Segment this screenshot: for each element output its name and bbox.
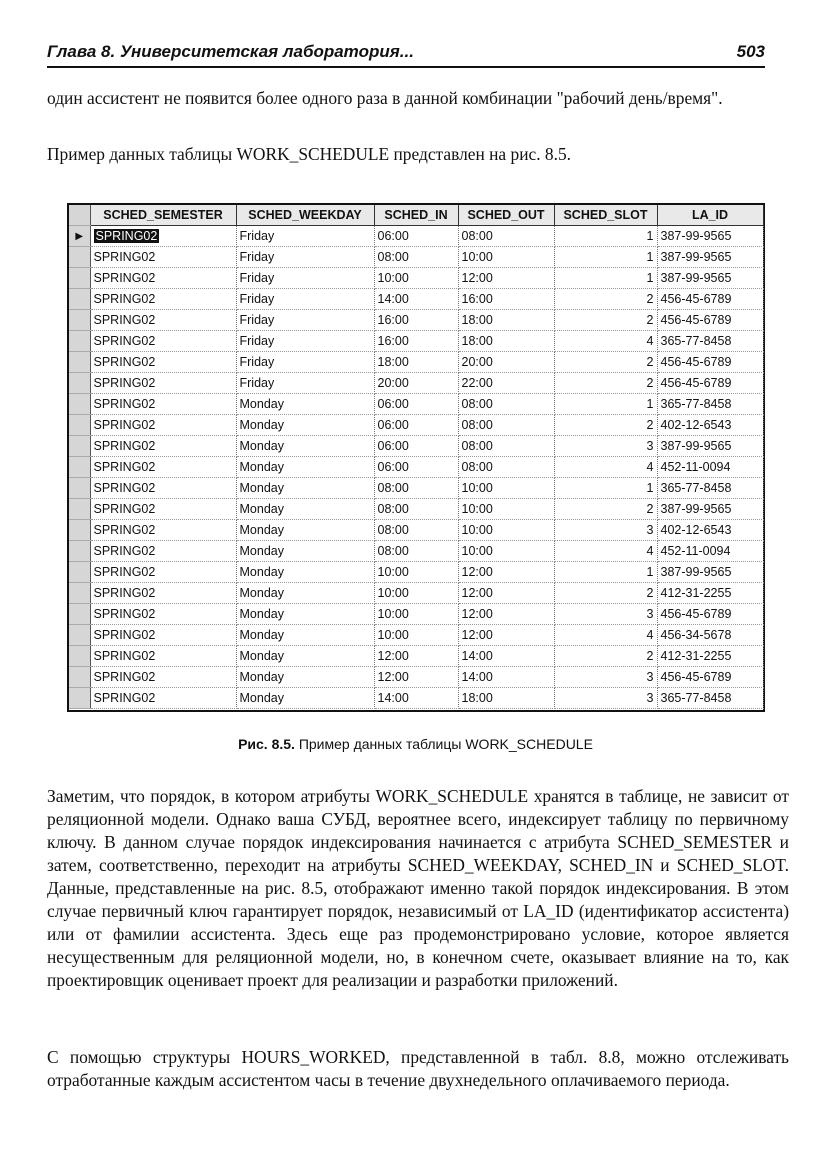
table-cell[interactable]: 1 xyxy=(554,478,657,499)
header-row xyxy=(69,205,763,226)
table-cell[interactable]: SPRING02 xyxy=(90,457,236,478)
table-cell[interactable]: Monday xyxy=(236,583,374,604)
table-cell[interactable]: 1 xyxy=(554,394,657,415)
row-selector[interactable] xyxy=(69,646,90,667)
table-cell[interactable]: 12:00 xyxy=(458,625,554,646)
focused-cell-value[interactable]: SPRING02 xyxy=(95,229,158,243)
table-cell[interactable]: 2 xyxy=(554,499,657,520)
table-cell[interactable]: 3 xyxy=(554,688,657,709)
table-cell[interactable]: SPRING02 xyxy=(90,688,236,709)
column-header[interactable]: SCHED_IN xyxy=(374,205,458,226)
table-cell[interactable]: Friday xyxy=(236,310,374,331)
table-cell[interactable]: 2 xyxy=(554,646,657,667)
column-header[interactable]: SCHED_OUT xyxy=(458,205,554,226)
table-cell[interactable]: Monday xyxy=(236,478,374,499)
table-cell[interactable]: 456-34-5678 xyxy=(657,625,763,646)
table-cell[interactable]: 08:00 xyxy=(374,520,458,541)
table-cell[interactable]: 10:00 xyxy=(374,268,458,289)
table-cell[interactable]: 1 xyxy=(554,247,657,268)
row-selector[interactable] xyxy=(69,394,90,415)
table-cell[interactable]: 1 xyxy=(554,268,657,289)
column-header[interactable]: SCHED_SEMESTER xyxy=(90,205,236,226)
table-cell[interactable]: 08:00 xyxy=(458,394,554,415)
table-cell[interactable]: 06:00 xyxy=(374,457,458,478)
table-cell[interactable]: 412-31-2255 xyxy=(657,646,763,667)
table-cell[interactable]: SPRING02 xyxy=(90,268,236,289)
table-cell[interactable]: SPRING02 xyxy=(90,499,236,520)
row-selector[interactable] xyxy=(69,289,90,310)
table-cell[interactable]: Monday xyxy=(236,520,374,541)
table-cell[interactable]: 456-45-6789 xyxy=(657,667,763,688)
table-cell[interactable]: 4 xyxy=(554,457,657,478)
table-cell[interactable]: Monday xyxy=(236,625,374,646)
table-cell[interactable]: 387-99-9565 xyxy=(657,226,763,247)
table-cell[interactable]: 3 xyxy=(554,604,657,625)
row-selector[interactable] xyxy=(69,331,90,352)
row-selector[interactable] xyxy=(69,310,90,331)
table-row[interactable] xyxy=(69,646,763,667)
table-cell[interactable]: 2 xyxy=(554,415,657,436)
table-cell[interactable]: 22:00 xyxy=(458,373,554,394)
table-cell[interactable]: Friday xyxy=(236,226,374,247)
table-cell[interactable]: 456-45-6789 xyxy=(657,373,763,394)
table-cell[interactable]: 08:00 xyxy=(458,436,554,457)
table-cell[interactable]: 12:00 xyxy=(458,604,554,625)
table-cell[interactable]: 2 xyxy=(554,352,657,373)
table-cell[interactable]: 10:00 xyxy=(458,478,554,499)
table-row[interactable] xyxy=(69,688,763,709)
table-cell[interactable]: Monday xyxy=(236,646,374,667)
column-header[interactable]: LA_ID xyxy=(657,205,763,226)
table-cell[interactable]: Friday xyxy=(236,373,374,394)
row-selector[interactable] xyxy=(69,583,90,604)
row-selector[interactable] xyxy=(69,247,90,268)
table-row[interactable] xyxy=(69,499,763,520)
table-cell[interactable]: SPRING02 xyxy=(90,289,236,310)
select-all-corner[interactable] xyxy=(69,205,90,226)
table-cell[interactable]: 3 xyxy=(554,520,657,541)
table-cell[interactable]: 387-99-9565 xyxy=(657,268,763,289)
figure-caption-text: Пример данных таблицы WORK_SCHEDULE xyxy=(298,736,593,752)
table-cell[interactable]: 2 xyxy=(554,310,657,331)
table-row[interactable] xyxy=(69,373,763,394)
table-cell[interactable]: SPRING02 xyxy=(90,562,236,583)
table-cell[interactable]: 14:00 xyxy=(374,688,458,709)
table-cell[interactable]: 2 xyxy=(554,289,657,310)
row-selector[interactable] xyxy=(69,688,90,709)
table-row[interactable] xyxy=(69,247,763,268)
table-cell[interactable]: Monday xyxy=(236,394,374,415)
table-cell[interactable]: 08:00 xyxy=(374,478,458,499)
table-cell[interactable]: 18:00 xyxy=(374,352,458,373)
table-cell[interactable]: SPRING02 xyxy=(90,436,236,457)
table-cell[interactable]: SPRING02 xyxy=(90,247,236,268)
table-cell[interactable]: 10:00 xyxy=(374,562,458,583)
table-cell[interactable]: Monday xyxy=(236,541,374,562)
table-cell[interactable]: 387-99-9565 xyxy=(657,436,763,457)
table-cell[interactable]: 14:00 xyxy=(458,646,554,667)
table-row[interactable] xyxy=(69,625,763,646)
table-cell[interactable]: 12:00 xyxy=(458,268,554,289)
table-cell[interactable]: 08:00 xyxy=(374,541,458,562)
table-cell[interactable]: 2 xyxy=(554,583,657,604)
table-cell[interactable]: 387-99-9565 xyxy=(657,562,763,583)
table-cell[interactable]: 456-45-6789 xyxy=(657,289,763,310)
table-cell[interactable]: 10:00 xyxy=(374,583,458,604)
table-cell[interactable]: 365-77-8458 xyxy=(657,394,763,415)
table-row[interactable] xyxy=(69,310,763,331)
table-row[interactable] xyxy=(69,604,763,625)
table-cell[interactable]: 456-45-6789 xyxy=(657,310,763,331)
table-row[interactable] xyxy=(69,520,763,541)
table-cell[interactable]: 08:00 xyxy=(374,247,458,268)
table-cell[interactable]: 402-12-6543 xyxy=(657,415,763,436)
table-cell[interactable]: 18:00 xyxy=(458,310,554,331)
table-cell[interactable]: Monday xyxy=(236,604,374,625)
row-selector[interactable] xyxy=(69,499,90,520)
paragraph-indexing: Заметим, что порядок, в котором атрибуты WORK_SCHEDULE хранятся в таблице, не зависит от реляционной модели. Однако ваша СУБД, вероятнее всего, индексирует таблицу по первичному ключу. В данном случае порядок индексирования начинается с атрибута SCHED_SEMESTER и затем, соответственно, переходит на атрибуты SCHED_WEEKDAY, SCHED_IN и SCHED_SLOT. Данные, представленные на рис. 8.5, отображают именно такой порядок индексирования. В этом случае первичный ключ гарантирует порядок, независимый от LA_ID (идентификатор ассистента) или от фамилии ассистента. Здесь еще раз продемонстрировано условие, которое является несущественным для реляционной модели, но, в конечном счете, оказывает влияние на то, как проектировщик оценивает проект для реализации и разработки приложений. xyxy=(47,786,789,990)
table-cell[interactable]: 08:00 xyxy=(374,499,458,520)
chapter-title: Глава 8. Университетская лаборатория... xyxy=(47,42,414,61)
table-cell[interactable]: SPRING02 xyxy=(90,646,236,667)
row-selector[interactable] xyxy=(69,625,90,646)
table-cell[interactable]: SPRING02 xyxy=(90,541,236,562)
table-cell[interactable]: Monday xyxy=(236,562,374,583)
table-cell[interactable]: 456-45-6789 xyxy=(657,352,763,373)
table-row[interactable] xyxy=(69,352,763,373)
paragraph-hours-worked: С помощью структуры HOURS_WORKED, представленной в табл. 8.8, можно отслеживать отработанные каждым ассистентом часы в течение двухнедельного оплачиваемого периода. xyxy=(47,1047,789,1090)
table-cell[interactable]: 18:00 xyxy=(458,331,554,352)
table-cell[interactable]: 16:00 xyxy=(458,289,554,310)
figure-label: Рис. 8.5. xyxy=(238,736,295,752)
table-row[interactable] xyxy=(69,394,763,415)
row-selector[interactable] xyxy=(69,415,90,436)
table-cell[interactable]: Monday xyxy=(236,457,374,478)
table-cell[interactable]: 4 xyxy=(554,541,657,562)
table-cell[interactable]: Friday xyxy=(236,289,374,310)
table-cell[interactable]: Monday xyxy=(236,415,374,436)
table-cell[interactable]: 3 xyxy=(554,667,657,688)
work-schedule-table xyxy=(69,205,764,709)
table-cell[interactable]: 412-31-2255 xyxy=(657,583,763,604)
table-cell[interactable]: 10:00 xyxy=(458,247,554,268)
table-row[interactable] xyxy=(69,226,763,247)
table-cell[interactable]: 18:00 xyxy=(458,688,554,709)
table-cell[interactable]: Monday xyxy=(236,499,374,520)
table-cell[interactable]: 365-77-8458 xyxy=(657,478,763,499)
table-cell[interactable]: Friday xyxy=(236,352,374,373)
row-selector[interactable] xyxy=(69,478,90,499)
table-cell[interactable]: 08:00 xyxy=(458,226,554,247)
table-cell[interactable]: 16:00 xyxy=(374,310,458,331)
table-cell[interactable]: Monday xyxy=(236,688,374,709)
row-selector[interactable]: ▶ xyxy=(69,226,90,247)
table-cell[interactable]: 10:00 xyxy=(458,541,554,562)
datasheet-grid xyxy=(67,203,765,712)
table-row[interactable] xyxy=(69,331,763,352)
row-selector[interactable] xyxy=(69,457,90,478)
table-row[interactable] xyxy=(69,415,763,436)
table-cell[interactable]: 4 xyxy=(554,625,657,646)
table-row[interactable] xyxy=(69,289,763,310)
table-row[interactable] xyxy=(69,562,763,583)
page-number: 503 xyxy=(736,42,765,61)
table-cell[interactable]: 06:00 xyxy=(374,415,458,436)
table-cell[interactable]: Monday xyxy=(236,436,374,457)
table-cell[interactable]: 387-99-9565 xyxy=(657,499,763,520)
table-cell[interactable]: 10:00 xyxy=(374,625,458,646)
table-cell[interactable]: 14:00 xyxy=(374,289,458,310)
paragraph-example-ref: Пример данных таблицы WORK_SCHEDULE представлен на рис. 8.5. xyxy=(47,144,571,164)
column-header[interactable]: SCHED_WEEKDAY xyxy=(236,205,374,226)
table-row[interactable] xyxy=(69,478,763,499)
table-cell[interactable]: SPRING02 xyxy=(90,604,236,625)
table-row[interactable] xyxy=(69,436,763,457)
table-cell[interactable]: SPRING02 xyxy=(90,520,236,541)
table-cell[interactable]: 452-11-0094 xyxy=(657,541,763,562)
table-cell[interactable] xyxy=(90,226,236,247)
table-cell[interactable]: SPRING02 xyxy=(90,352,236,373)
table-cell[interactable]: Friday xyxy=(236,268,374,289)
column-header[interactable]: SCHED_SLOT xyxy=(554,205,657,226)
row-selector[interactable] xyxy=(69,667,90,688)
table-row[interactable] xyxy=(69,268,763,289)
table-cell[interactable]: 365-77-8458 xyxy=(657,331,763,352)
table-cell[interactable]: SPRING02 xyxy=(90,667,236,688)
table-cell[interactable]: SPRING02 xyxy=(90,310,236,331)
table-cell[interactable]: 08:00 xyxy=(458,415,554,436)
table-cell[interactable]: 20:00 xyxy=(458,352,554,373)
table-cell[interactable]: 06:00 xyxy=(374,436,458,457)
table-cell[interactable]: 12:00 xyxy=(458,562,554,583)
table-cell[interactable]: 456-45-6789 xyxy=(657,604,763,625)
table-cell[interactable]: 10:00 xyxy=(374,604,458,625)
table-row[interactable] xyxy=(69,457,763,478)
table-cell[interactable]: 14:00 xyxy=(458,667,554,688)
table-cell[interactable]: 16:00 xyxy=(374,331,458,352)
table-cell[interactable]: 12:00 xyxy=(458,583,554,604)
table-cell[interactable]: 06:00 xyxy=(374,394,458,415)
row-selector[interactable] xyxy=(69,541,90,562)
table-cell[interactable]: 3 xyxy=(554,436,657,457)
table-cell[interactable]: 402-12-6543 xyxy=(657,520,763,541)
table-cell[interactable]: Friday xyxy=(236,247,374,268)
table-cell[interactable]: 4 xyxy=(554,331,657,352)
table-cell[interactable]: SPRING02 xyxy=(90,331,236,352)
table-cell[interactable]: SPRING02 xyxy=(90,394,236,415)
row-selector[interactable] xyxy=(69,562,90,583)
table-cell[interactable]: Friday xyxy=(236,331,374,352)
table-cell[interactable]: 387-99-9565 xyxy=(657,247,763,268)
table-row[interactable] xyxy=(69,541,763,562)
table-row[interactable] xyxy=(69,583,763,604)
table-cell[interactable]: 10:00 xyxy=(458,499,554,520)
table-cell[interactable]: Monday xyxy=(236,667,374,688)
table-cell[interactable]: SPRING02 xyxy=(90,373,236,394)
row-selector[interactable] xyxy=(69,268,90,289)
table-cell[interactable]: 10:00 xyxy=(458,520,554,541)
table-cell[interactable]: 1 xyxy=(554,226,657,247)
table-cell[interactable]: 1 xyxy=(554,562,657,583)
row-selector[interactable] xyxy=(69,352,90,373)
table-cell[interactable]: SPRING02 xyxy=(90,415,236,436)
table-cell[interactable]: 452-11-0094 xyxy=(657,457,763,478)
paragraph-intro: один ассистент не появится более одного раза в данной комбинации "рабочий день/время". xyxy=(47,88,723,108)
table-cell[interactable]: SPRING02 xyxy=(90,583,236,604)
table-cell[interactable]: 08:00 xyxy=(458,457,554,478)
page-header xyxy=(47,38,765,68)
row-selector[interactable] xyxy=(69,436,90,457)
table-cell[interactable]: 2 xyxy=(554,373,657,394)
table-cell[interactable]: 12:00 xyxy=(374,646,458,667)
row-selector[interactable] xyxy=(69,373,90,394)
table-cell[interactable]: 06:00 xyxy=(374,226,458,247)
table-row[interactable] xyxy=(69,667,763,688)
row-selector[interactable] xyxy=(69,520,90,541)
row-selector[interactable] xyxy=(69,604,90,625)
table-cell[interactable]: SPRING02 xyxy=(90,478,236,499)
figure-caption xyxy=(0,736,831,752)
table-cell[interactable]: 365-77-8458 xyxy=(657,688,763,709)
table-cell[interactable]: 20:00 xyxy=(374,373,458,394)
table-cell[interactable]: SPRING02 xyxy=(90,625,236,646)
table-cell[interactable]: 12:00 xyxy=(374,667,458,688)
